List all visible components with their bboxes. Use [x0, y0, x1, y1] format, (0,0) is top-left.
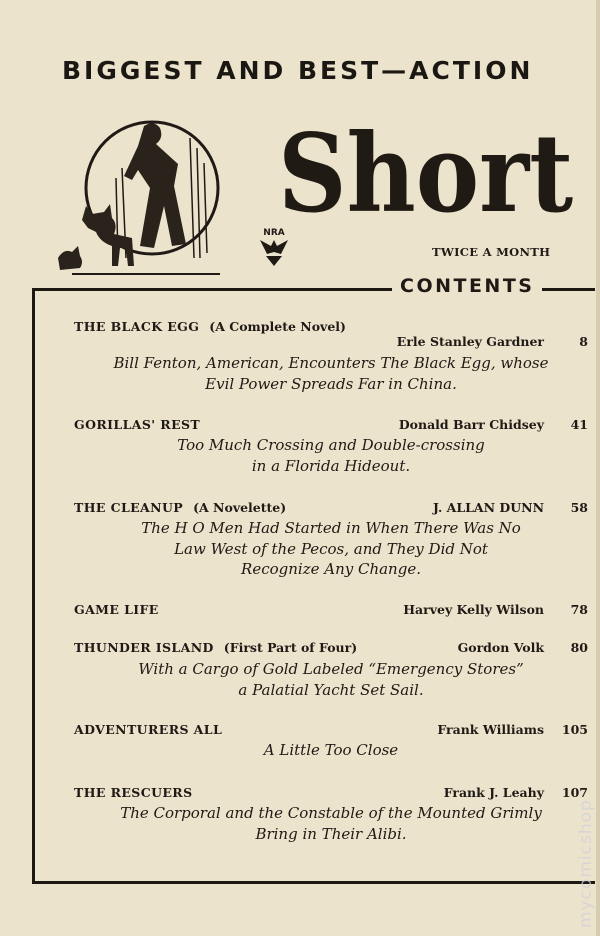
page-number: 105 — [561, 722, 588, 737]
story-title: ADVENTURERS ALL — [74, 722, 223, 737]
story-author: Harvey Kelly Wilson — [403, 602, 544, 617]
story-subtitle: (A Complete Novel) — [209, 319, 346, 334]
toc-entry-author-line — [74, 334, 588, 350]
magazine-masthead: Short — [278, 111, 574, 237]
toc-entry — [74, 319, 588, 335]
story-author: Erle Stanley Gardner — [396, 334, 544, 349]
toc-entry — [74, 602, 588, 618]
story-description: The Corporal and the Constable of the Mounted Grimly Bring in Their Alibi. — [120, 804, 542, 843]
publication-frequency: TWICE A MONTH — [432, 245, 551, 259]
page-number: 8 — [579, 334, 588, 349]
story-author: Frank J. Leahy — [443, 785, 544, 800]
story-title: GAME LIFE — [74, 602, 159, 617]
story-author: Gordon Volk — [457, 640, 544, 655]
toc-entry — [74, 417, 588, 433]
story-subtitle: (First Part of Four) — [223, 640, 358, 655]
toc-entry — [74, 500, 588, 516]
story-title: THUNDER ISLAND (First Part of Four) — [74, 640, 358, 655]
nra-eagle-icon — [257, 224, 291, 270]
page-number: 107 — [561, 785, 588, 800]
story-title: THE RESCUERS — [74, 785, 193, 800]
story-author: Frank Williams — [437, 722, 544, 737]
story-description: With a Cargo of Gold Labeled “Emergency Stores” a Palatial Yacht Set Sail. — [138, 660, 524, 699]
story-title: GORILLAS' REST — [74, 417, 201, 432]
story-title: THE BLACK EGG (A Complete Novel) — [74, 319, 346, 334]
toc-entry — [74, 785, 588, 801]
watermark: mycomicshop — [576, 799, 596, 928]
story-subtitle: (A Novelette) — [193, 500, 287, 515]
story-description: A Little Too Close — [263, 741, 399, 759]
story-description: Bill Fenton, American, Encounters The Black Egg, whose Evil Power Spreads Far in China. — [113, 354, 549, 393]
dog-and-man-logo-icon — [52, 108, 222, 278]
contents-heading: CONTENTS — [392, 275, 542, 297]
toc-entry — [74, 722, 588, 738]
story-description: Too Much Crossing and Double-crossing in a Florida Hideout. — [177, 436, 485, 475]
story-author: Donald Barr Chidsey — [398, 417, 544, 432]
toc-entry — [74, 640, 588, 656]
story-author: J. ALLAN DUNN — [433, 500, 544, 515]
page-number: 80 — [570, 640, 588, 655]
page-number: 41 — [570, 417, 588, 432]
page-number: 78 — [570, 602, 588, 617]
story-description: The H O Men Had Started in When There Was No Law West of the Pecos, and They Did Not Recognize Any Change. — [141, 519, 521, 578]
story-title: THE CLEANUP (A Novelette) — [74, 500, 287, 515]
tagline: BIGGEST AND BEST—ACTION — [62, 56, 534, 85]
nra-label: NRA — [263, 228, 285, 238]
page-number: 58 — [570, 500, 588, 515]
